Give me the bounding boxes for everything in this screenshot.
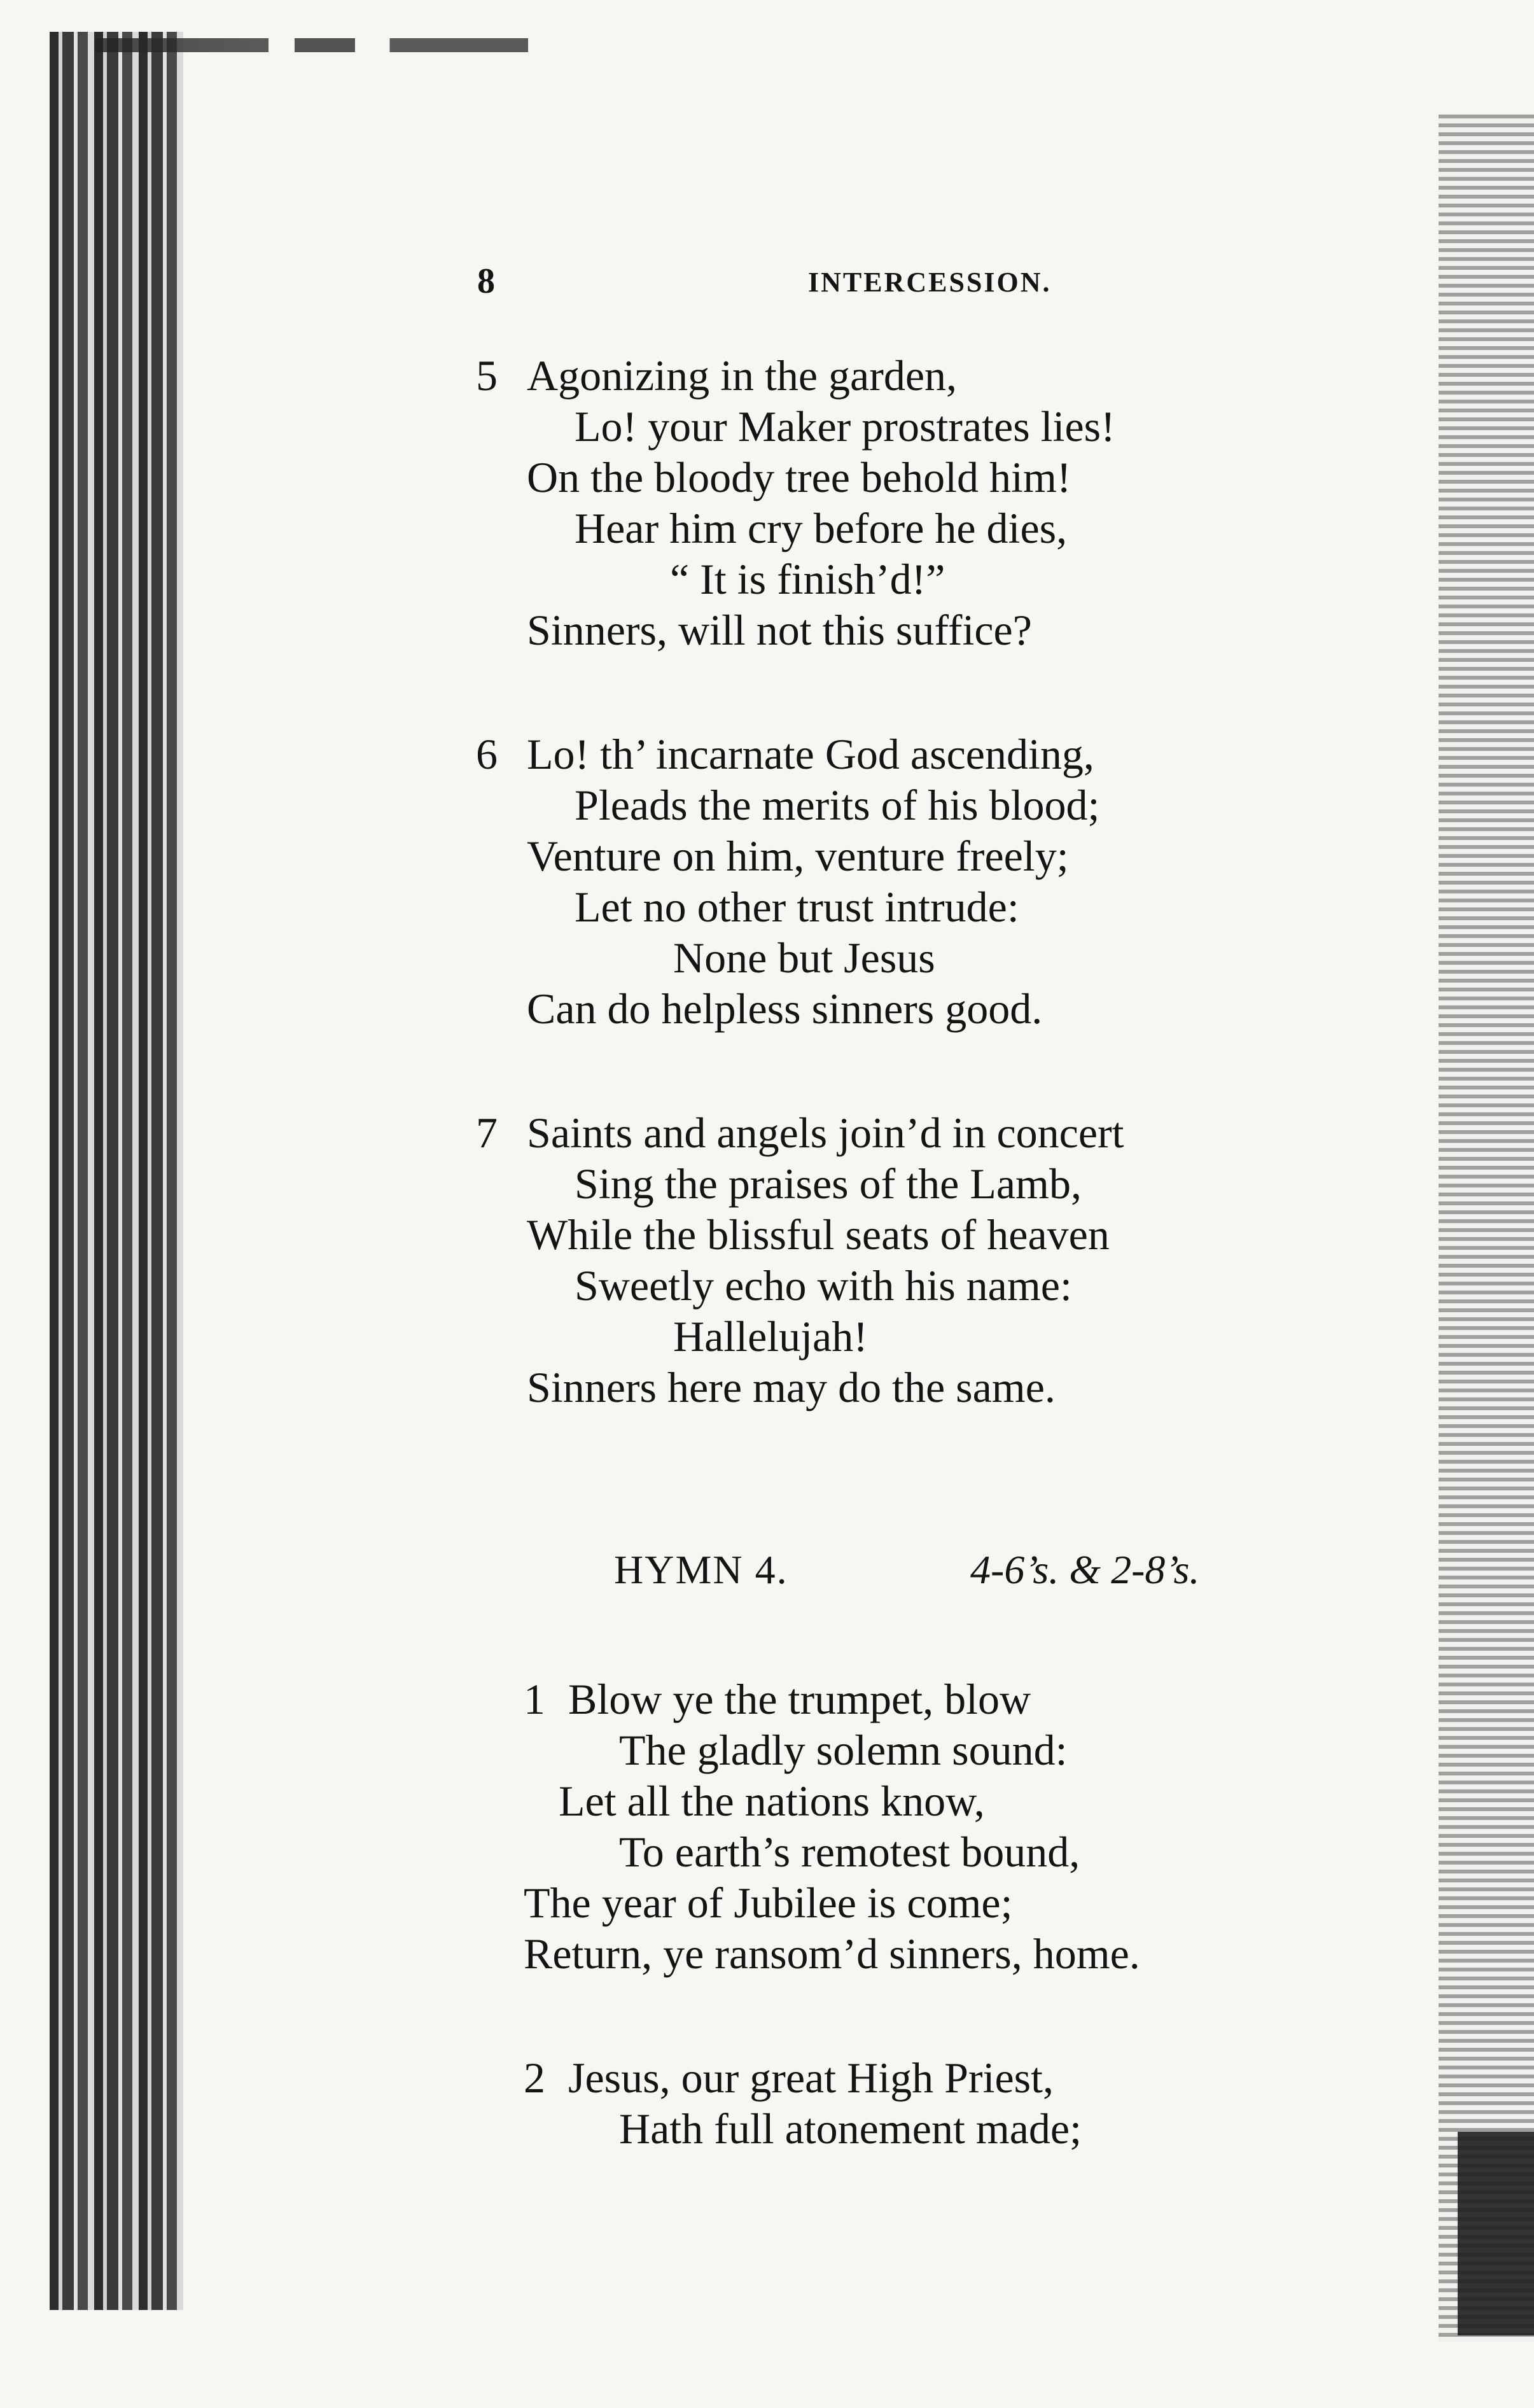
page-header bbox=[477, 261, 1279, 305]
verse-line: Sinners here may do the same. bbox=[527, 1363, 1056, 1411]
verse-line: While the blissful seats of heaven bbox=[527, 1210, 1110, 1259]
verse-line: 2 Jesus, our great High Priest, bbox=[524, 2054, 1054, 2102]
hymn-heading bbox=[614, 1546, 1282, 1597]
verse-line: 7 Saints and angels join’d in concert bbox=[476, 1109, 1124, 1157]
stanza-number: 1 bbox=[524, 1675, 545, 1723]
verse-line: Pleads the merits of his blood; bbox=[575, 781, 1100, 829]
page-number: 8 bbox=[477, 262, 495, 301]
verse-line: To earth’s remotest bound, bbox=[619, 1828, 1080, 1876]
hymn-meter: 4-6’s. & 2-8’s. bbox=[970, 1547, 1200, 1592]
verse-line: Sinners, will not this suffice? bbox=[527, 606, 1032, 654]
verse-line: Can do helpless sinners good. bbox=[527, 984, 1043, 1033]
stanza-number: 2 bbox=[524, 2054, 545, 2102]
verse-line: The gladly solemn sound: bbox=[619, 1726, 1068, 1774]
stanza-6 bbox=[476, 729, 1100, 1034]
verse-line: Lo! your Maker prostrates lies! bbox=[575, 402, 1115, 451]
verse-line: On the bloody tree behold him! bbox=[527, 453, 1071, 501]
stanza-number: 6 bbox=[476, 730, 498, 778]
verse-line: Sing the praises of the Lamb, bbox=[575, 1159, 1082, 1208]
book-edge-right bbox=[1439, 115, 1534, 2342]
stanza-7 bbox=[476, 1107, 1124, 1413]
verse-line: “ It is finish’d!” bbox=[670, 555, 945, 603]
book-edge-right-shadow bbox=[1458, 2132, 1534, 2335]
verse-line: 1 Blow ye the trumpet, blow bbox=[524, 1675, 1031, 1723]
verse-line: Return, ye ransom’d sinners, home. bbox=[524, 1929, 1140, 1978]
verse-line: 6 Lo! th’ incarnate God ascending, bbox=[476, 730, 1094, 778]
verse-line: Let all the nations know, bbox=[559, 1777, 985, 1825]
stanza-5 bbox=[476, 350, 1115, 655]
verse-line: Let no other trust intrude: bbox=[575, 883, 1019, 931]
verse-line: Sweetly echo with his name: bbox=[575, 1261, 1072, 1310]
verse-line: Hear him cry before he dies, bbox=[575, 504, 1068, 552]
verse-line: 5 Agonizing in the garden, bbox=[476, 351, 958, 400]
hymn-stanza-1 bbox=[524, 1674, 1140, 1979]
book-edge-left bbox=[50, 32, 183, 2310]
verse-line: Hallelujah! bbox=[673, 1312, 868, 1361]
book-edge-top bbox=[95, 38, 528, 52]
verse-line: Venture on him, venture freely; bbox=[527, 832, 1069, 880]
stanza-number: 5 bbox=[476, 351, 498, 400]
verse-line: None but Jesus bbox=[673, 934, 935, 982]
hymn-title: HYMN 4. bbox=[614, 1547, 788, 1592]
verse-line: Hath full atonement made; bbox=[619, 2104, 1082, 2153]
hymn-stanza-2 bbox=[524, 2052, 1082, 2154]
running-head: INTERCESSION. bbox=[808, 267, 1052, 298]
stanza-number: 7 bbox=[476, 1109, 498, 1157]
verse-line: The year of Jubilee is come; bbox=[524, 1879, 1013, 1927]
